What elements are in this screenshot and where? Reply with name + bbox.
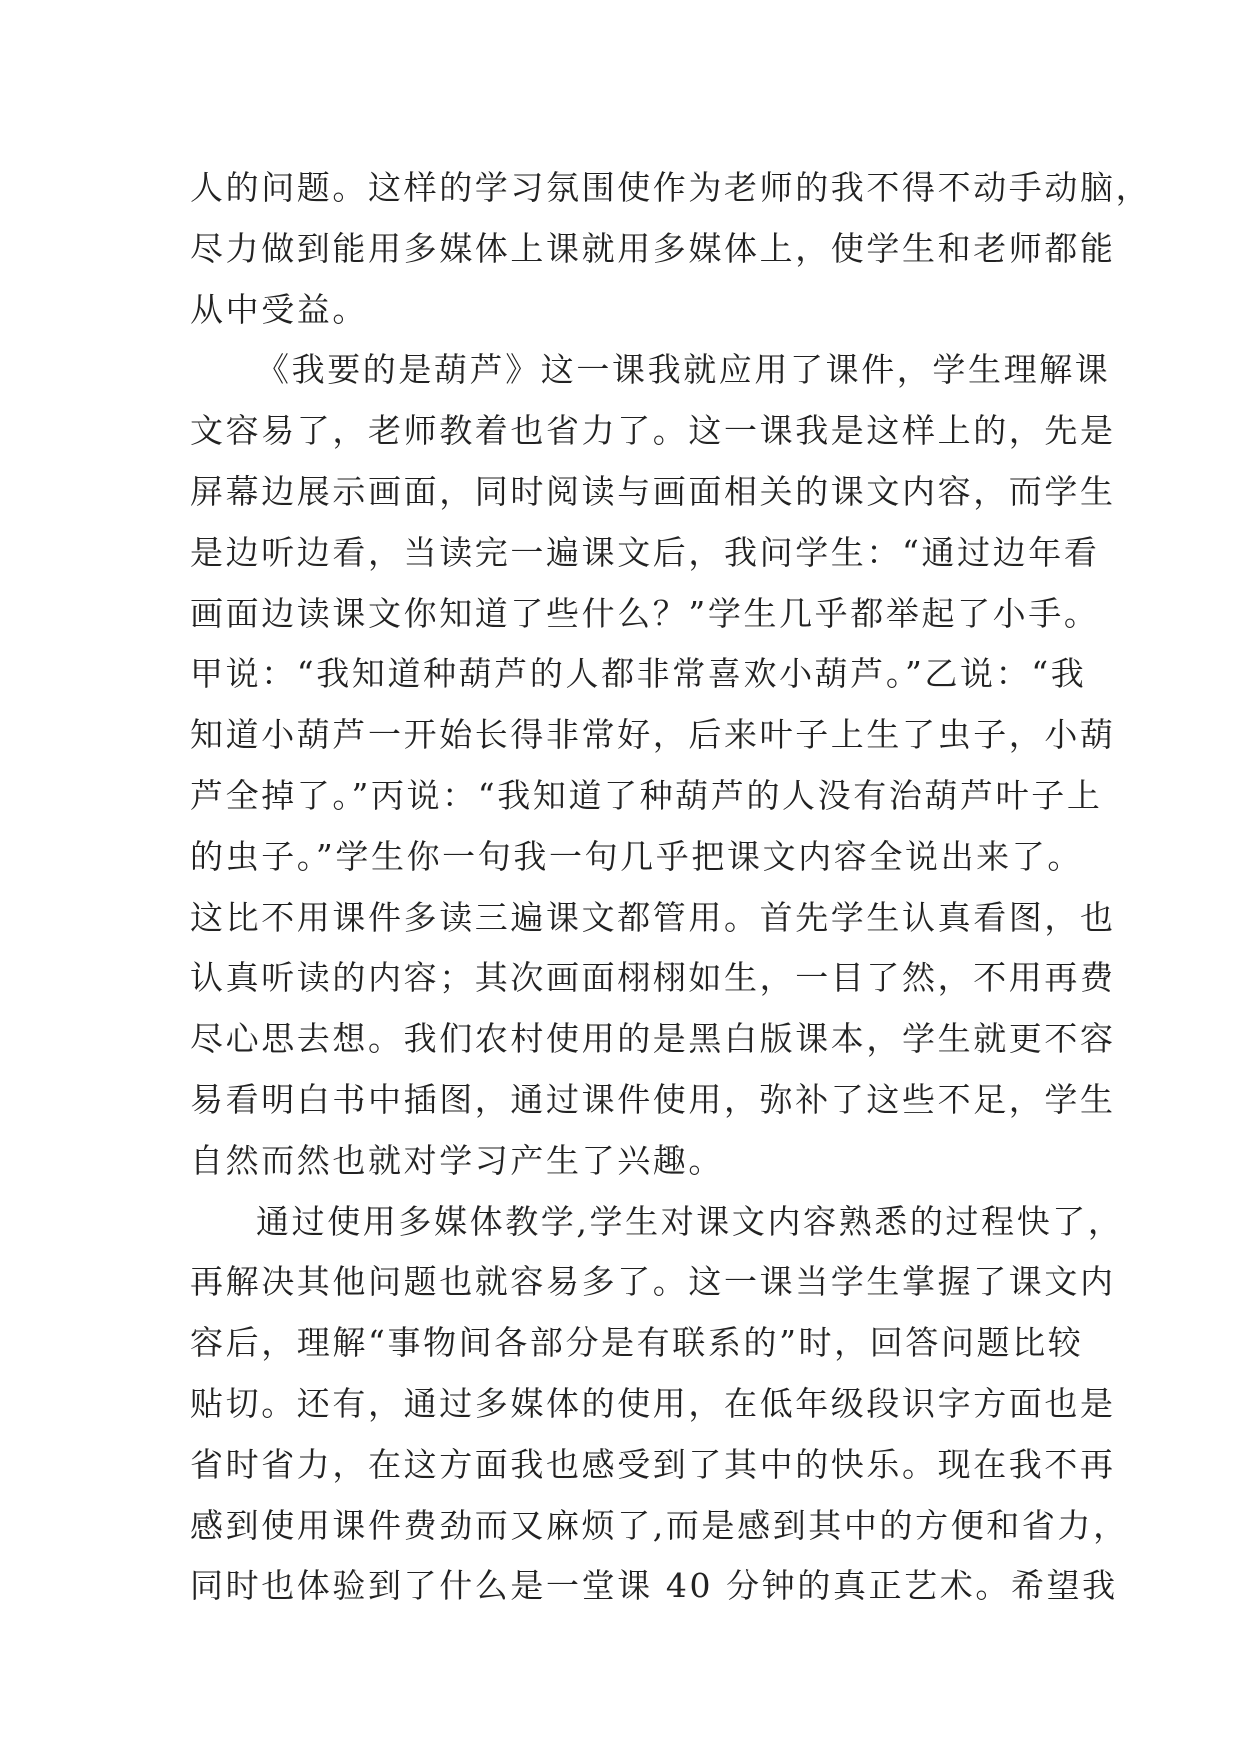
paragraph-3-line-1: 通过使用多媒体教学,学生对课文内容熟悉的过程快了， bbox=[256, 1201, 1124, 1241]
paragraph-3-line-7: 同时也体验到了什么是一堂课 40 分钟的真正艺术。希望我 bbox=[190, 1566, 1118, 1606]
paragraph-3-line-6: 感到使用课件费劲而又麻烦了,而是感到其中的方便和省力， bbox=[190, 1505, 1129, 1545]
paragraph-1-line-3: 从中受益。 bbox=[190, 289, 368, 329]
paragraph-2-line-9: 的虫子。”学生你一句我一句几乎把课文内容全说出来了。 bbox=[190, 836, 1083, 876]
paragraph-2-line-2: 文容易了，老师教着也省力了。这一课我是这样上的，先是 bbox=[190, 411, 1116, 451]
paragraph-2-line-11: 认真听读的内容；其次画面栩栩如生，一目了然，不用再费 bbox=[190, 958, 1116, 998]
paragraph-2-line-3: 屏幕边展示画面，同时阅读与画面相关的课文内容，而学生 bbox=[190, 471, 1116, 511]
paragraph-2-line-13: 易看明白书中插图，通过课件使用，弥补了这些不足，学生 bbox=[190, 1079, 1116, 1119]
paragraph-2-line-5: 画面边读课文你知道了些什么？”学生几乎都举起了小手。 bbox=[190, 593, 1100, 633]
paragraph-2-line-12: 尽心思去想。我们农村使用的是黑白版课本，学生就更不容 bbox=[190, 1019, 1116, 1059]
paragraph-2-line-7: 知道小葫芦一开始长得非常好，后来叶子上生了虫子，小葫 bbox=[190, 715, 1116, 755]
paragraph-2-line-14: 自然而然也就对学习产生了兴趣。 bbox=[190, 1140, 724, 1180]
paragraph-2-line-4: 是边听边看，当读完一遍课文后，我问学生：“通过边年看 bbox=[190, 532, 1100, 572]
paragraph-2-line-8: 芦全掉了。”丙说：“我知道了种葫芦的人没有治葫芦叶子上 bbox=[190, 775, 1103, 815]
paragraph-3-line-2: 再解决其他问题也就容易多了。这一课当学生掌握了课文内 bbox=[190, 1262, 1116, 1302]
paragraph-3-line-4: 贴切。还有，通过多媒体的使用，在低年级段识字方面也是 bbox=[190, 1383, 1116, 1423]
paragraph-2-line-6: 甲说：“我知道种葫芦的人都非常喜欢小葫芦。”乙说：“我 bbox=[190, 654, 1087, 694]
paragraph-3-line-5: 省时省力，在这方面我也感受到了其中的快乐。现在我不再 bbox=[190, 1444, 1116, 1484]
paragraph-1-line-2: 尽力做到能用多媒体上课就用多媒体上，使学生和老师都能 bbox=[190, 228, 1116, 268]
paragraph-2-line-10: 这比不用课件多读三遍课文都管用。首先学生认真看图，也 bbox=[190, 897, 1116, 937]
document-body bbox=[190, 158, 1152, 1617]
paragraph-2-line-1: 《我要的是葫芦》这一课我就应用了课件，学生理解课 bbox=[256, 350, 1111, 390]
paragraph-1-line-1: 人的问题。这样的学习氛围使作为老师的我不得不动手动脑， bbox=[190, 168, 1152, 207]
paragraph-3-line-3: 容后，理解“事物间各部分是有联系的”时，回答问题比较 bbox=[190, 1323, 1084, 1363]
